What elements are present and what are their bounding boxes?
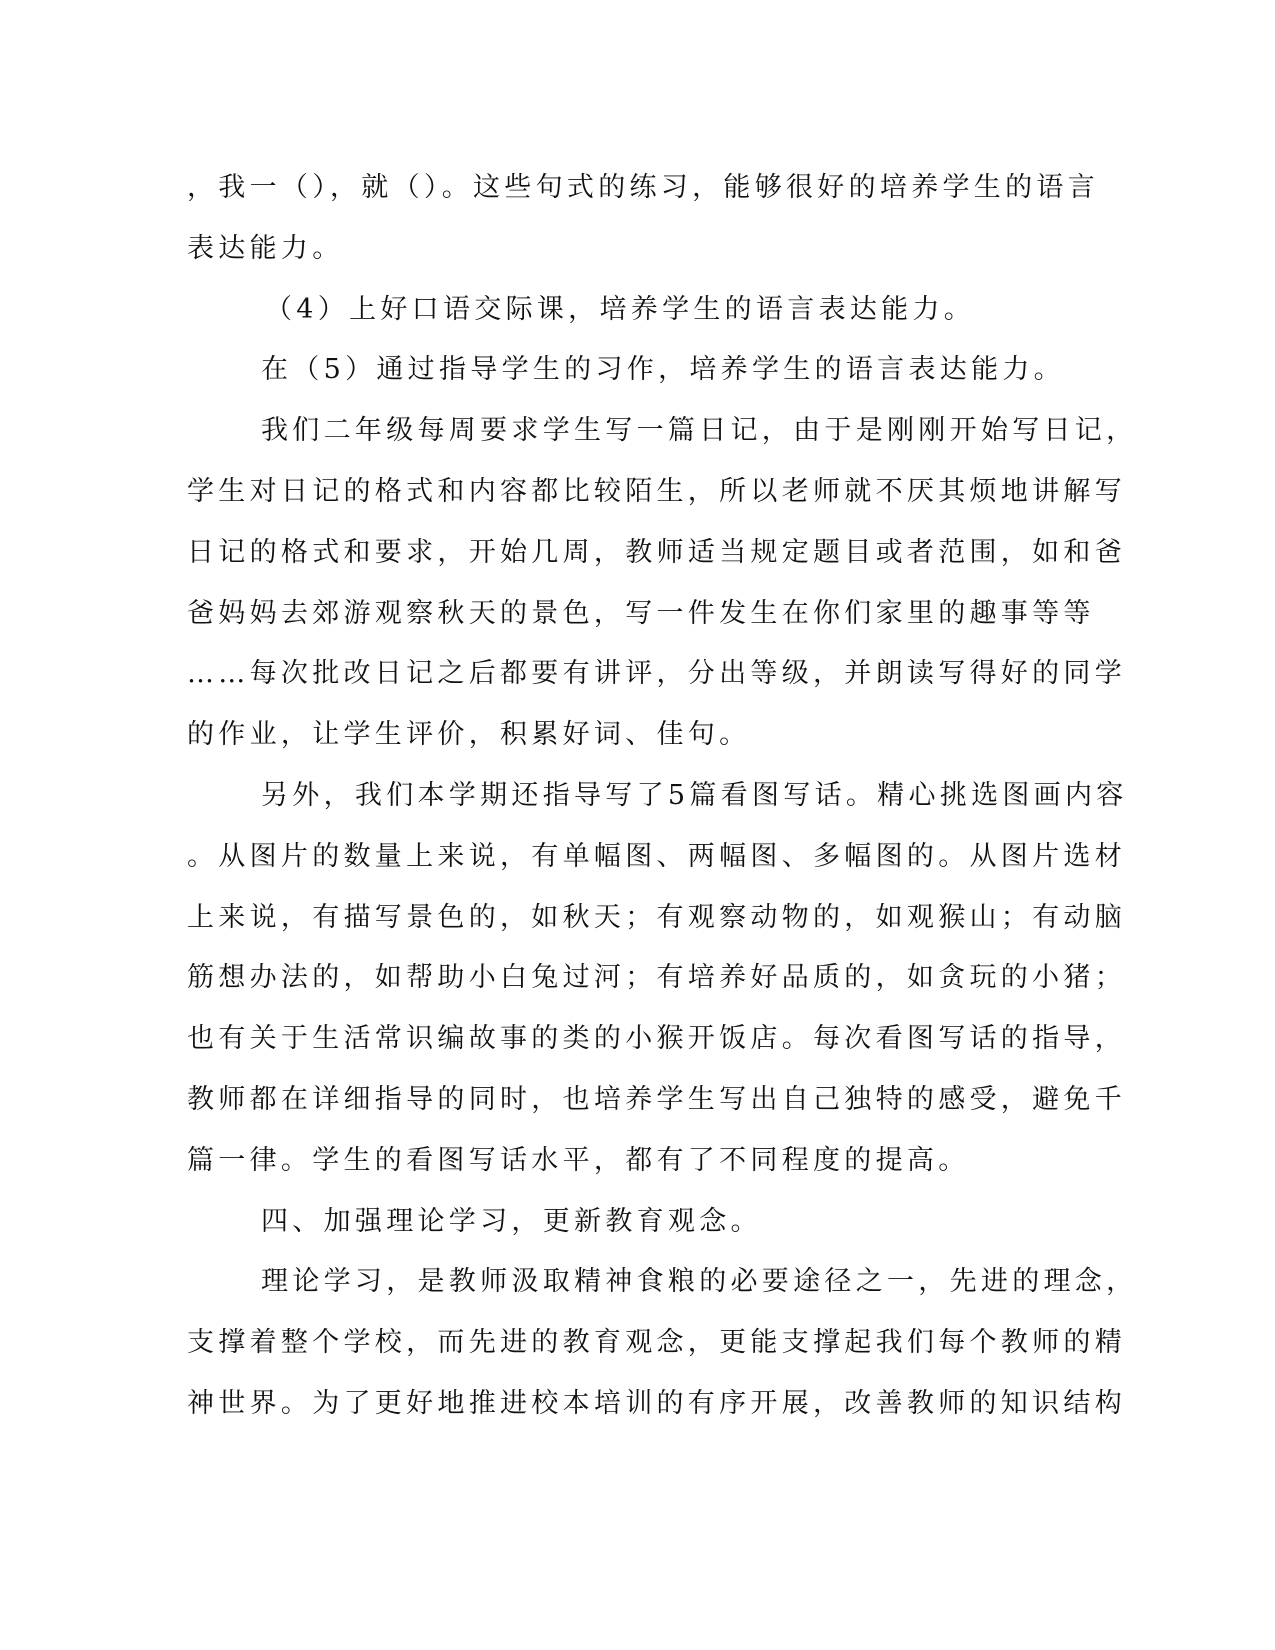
text-line: 神世界。为了更好地推进校本培训的有序开展，改善教师的知识结构 [187, 1387, 1126, 1419]
text-line: 也有关于生活常识编故事的类的小猴开饭店。每次看图写话的指导， [187, 1023, 1126, 1055]
text-line: 在（5）通过指导学生的习作，培养学生的语言表达能力。 [261, 354, 1065, 386]
text-line: ……每次批改日记之后都要有讲评，分出等级，并朗读写得好的同学 [187, 658, 1126, 690]
text-line: 学生对日记的格式和内容都比较陌生，所以老师就不厌其烦地讲解写 [187, 475, 1126, 507]
text-line: 爸妈妈去郊游观察秋天的景色，写一件发生在你们家里的趣事等等 [187, 597, 1095, 629]
document-body [187, 158, 1138, 1435]
text-line: （4）上好口语交际课，培养学生的语言表达能力。 [265, 293, 976, 325]
text-line: ，我一（），就（）。这些句式的练习，能够很好的培养学生的语言 [187, 172, 1099, 203]
text-line: 另外，我们本学期还指导写了5篇看图写话。精心挑选图画内容 [261, 779, 1128, 811]
text-line: 理论学习，是教师汲取精神食粮的必要途径之一，先进的理念， [261, 1266, 1138, 1298]
text-line: 支撑着整个学校，而先进的教育观念，更能支撑起我们每个教师的精 [187, 1327, 1126, 1359]
text-line: 教师都在详细指导的同时，也培养学生写出自己独特的感受，避免千 [187, 1083, 1126, 1115]
text-line: 我们二年级每周要求学生写一篇日记，由于是刚刚开始写日记， [261, 415, 1138, 447]
text-line: 筋想办法的，如帮助小白兔过河；有培养好品质的，如贪玩的小猪； [187, 962, 1126, 994]
text-line: 篇一律。学生的看图写话水平，都有了不同程度的提高。 [187, 1144, 970, 1176]
text-line: 的作业，让学生评价，积累好词、佳句。 [187, 719, 751, 751]
section-heading: 四、加强理论学习，更新教育观念。 [261, 1205, 762, 1237]
text-line: 上来说，有描写景色的，如秋天；有观察动物的，如观猴山；有动脑 [187, 901, 1126, 933]
text-line: 。从图片的数量上来说，有单幅图、两幅图、多幅图的。从图片选材 [187, 840, 1126, 872]
text-line: 表达能力。 [187, 232, 344, 264]
text-line: 日记的格式和要求，开始几周，教师适当规定题目或者范围，如和爸 [187, 536, 1126, 568]
